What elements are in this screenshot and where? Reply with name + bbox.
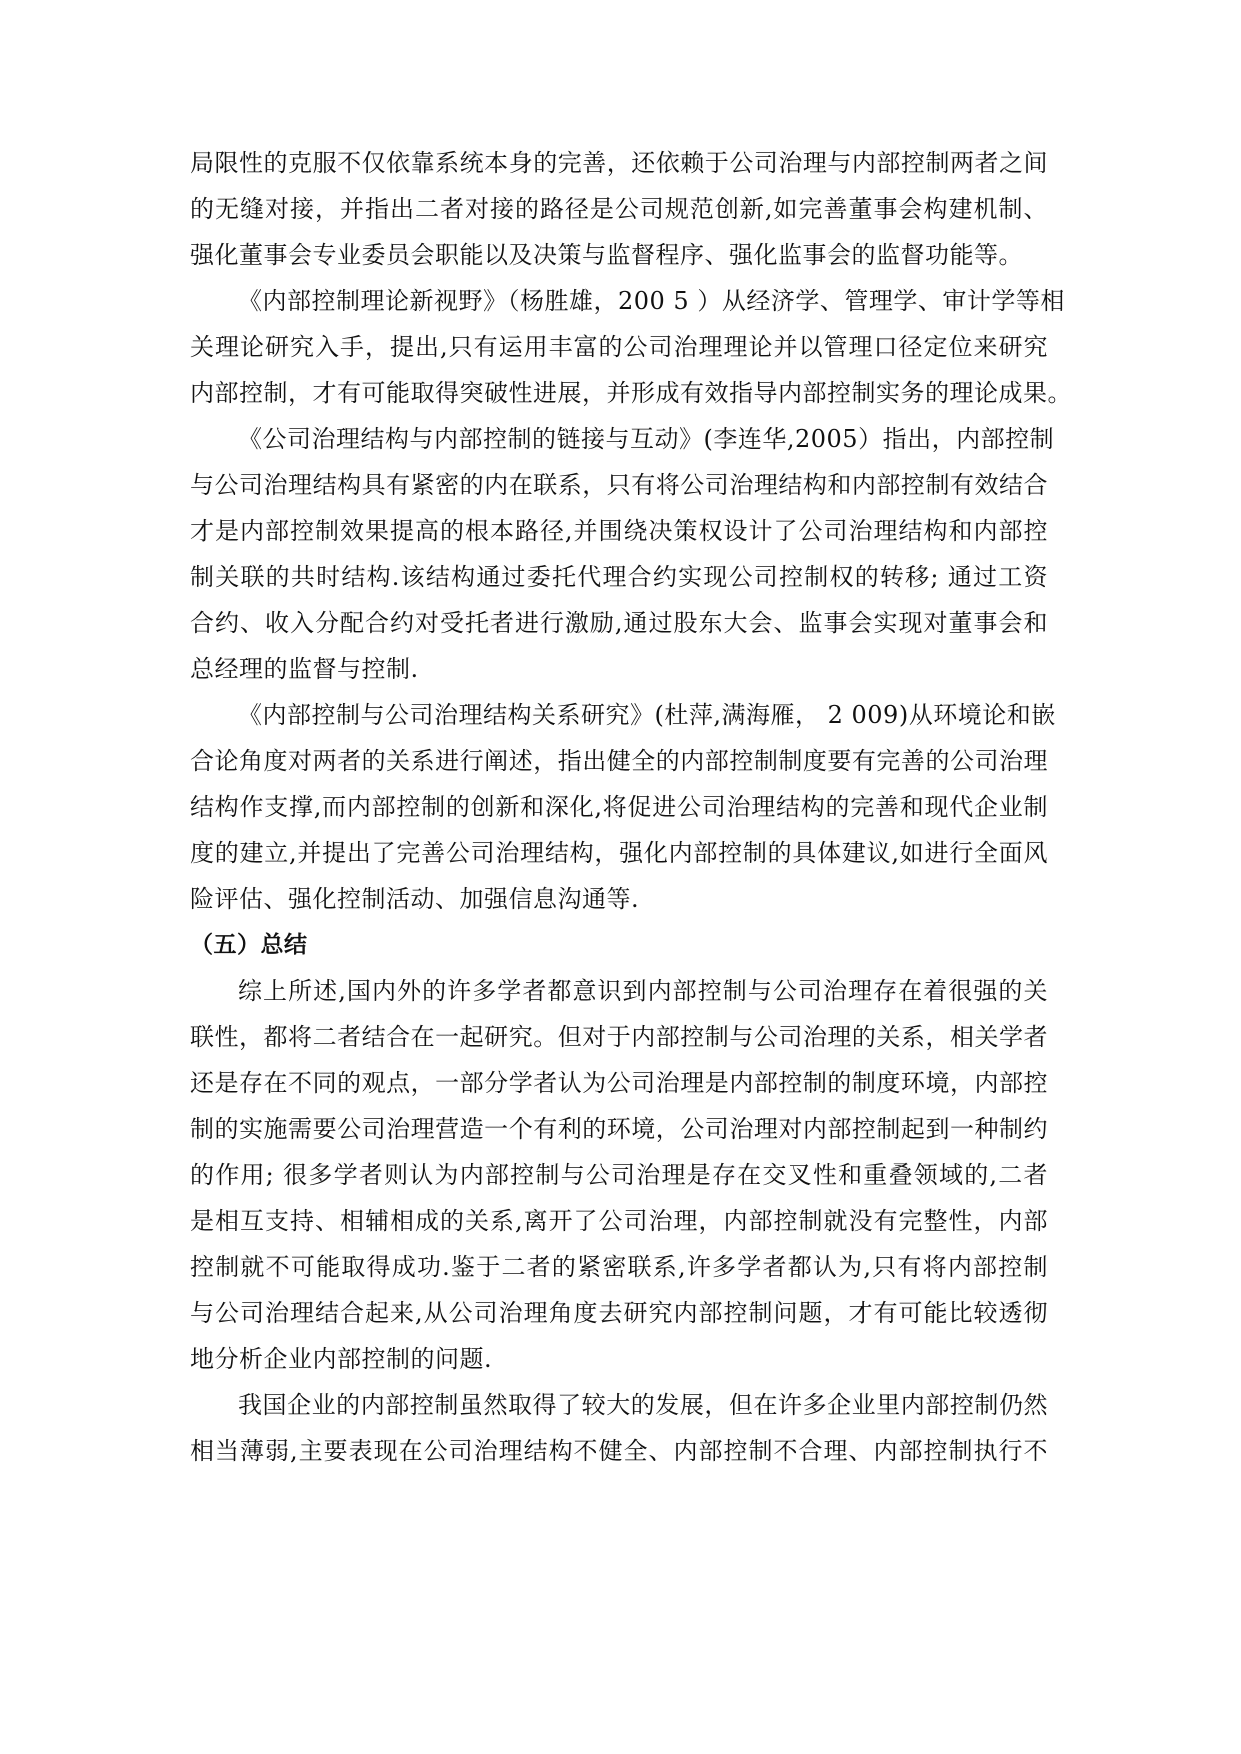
text-line: 《内部控制理论新视野》（杨胜雄，200 5 ）从经济学、管理学、审计学等相 xyxy=(238,287,1065,315)
text-line: 合论角度对两者的关系进行阐述，指出健全的内部控制制度要有完善的公司治理 xyxy=(190,747,1048,775)
text-line: 与公司治理结构具有紧密的内在联系，只有将公司治理结构和内部控制有效结合 xyxy=(190,471,1048,499)
text-line: 结构作支撑,而内部控制的创新和深化,将促进公司治理结构的完善和现代企业制 xyxy=(190,793,1048,821)
text-line: 是相互支持、相辅相成的关系,离开了公司治理，内部控制就没有完整性，内部 xyxy=(190,1207,1048,1235)
paragraph-p6 xyxy=(190,1382,1048,1474)
text-line: 的作用; 很多学者则认为内部控制与公司治理是存在交叉性和重叠领域的,二者 xyxy=(190,1161,1048,1189)
paragraph-p4 xyxy=(190,692,1056,922)
text-line: 综上所述,国内外的许多学者都意识到内部控制与公司治理存在着很强的关 xyxy=(238,977,1048,1005)
text-line: 制关联的共时结构.该结构通过委托代理合约实现公司控制权的转移; 通过工资 xyxy=(190,563,1048,591)
text-line: 《内部控制与公司治理结构关系研究》(杜萍,满海雁， 2 009)从环境论和嵌 xyxy=(238,701,1056,729)
text-line: 制的实施需要公司治理营造一个有利的环境，公司治理对内部控制起到一种制约 xyxy=(190,1115,1048,1143)
paragraph-p5 xyxy=(190,968,1048,1382)
text-line: 关理论研究入手，提出,只有运用丰富的公司治理理论并以管理口径定位来研究 xyxy=(190,333,1048,361)
text-line: 内部控制，才有可能取得突破性进展，并形成有效指导内部控制实务的理论成果。 xyxy=(190,379,1072,407)
text-line: 《公司治理结构与内部控制的链接与互动》(李连华,2005）指出，内部控制 xyxy=(238,425,1055,453)
section-heading: （五）总结 xyxy=(190,932,308,958)
text-line: 相当薄弱,主要表现在公司治理结构不健全、内部控制不合理、内部控制执行不 xyxy=(190,1437,1048,1465)
text-line: 控制就不可能取得成功.鉴于二者的紧密联系,许多学者都认为,只有将内部控制 xyxy=(190,1253,1048,1281)
text-line: 我国企业的内部控制虽然取得了较大的发展，但在许多企业里内部控制仍然 xyxy=(238,1391,1048,1419)
text-line: 地分析企业内部控制的问题. xyxy=(190,1345,493,1373)
document-page xyxy=(190,140,1072,1474)
paragraph-p3 xyxy=(190,416,1055,692)
paragraph-p2 xyxy=(190,278,1072,416)
text-line: 的无缝对接，并指出二者对接的路径是公司规范创新,如完善董事会构建机制、 xyxy=(190,195,1048,223)
text-line: 总经理的监督与控制. xyxy=(190,655,419,683)
text-line: 才是内部控制效果提高的根本路径,并围绕决策权设计了公司治理结构和内部控 xyxy=(190,517,1048,545)
text-line: 强化董事会专业委员会职能以及决策与监督程序、强化监事会的监督功能等。 xyxy=(190,241,1023,269)
text-line: 局限性的克服不仅依靠系统本身的完善，还依赖于公司治理与内部控制两者之间 xyxy=(190,149,1048,177)
text-line: 险评估、强化控制活动、加强信息沟通等. xyxy=(190,885,640,913)
text-line: 度的建立,并提出了完善公司治理结构，强化内部控制的具体建议,如进行全面风 xyxy=(190,839,1048,867)
text-line: 合约、收入分配合约对受托者进行激励,通过股东大会、监事会实现对董事会和 xyxy=(190,609,1048,637)
text-line: 联性，都将二者结合在一起研究。但对于内部控制与公司治理的关系，相关学者 xyxy=(190,1023,1048,1051)
text-line: 还是存在不同的观点，一部分学者认为公司治理是内部控制的制度环境，内部控 xyxy=(190,1069,1048,1097)
text-line: 与公司治理结合起来,从公司治理角度去研究内部控制问题，才有可能比较透彻 xyxy=(190,1299,1048,1327)
paragraph-p1 xyxy=(190,140,1048,278)
